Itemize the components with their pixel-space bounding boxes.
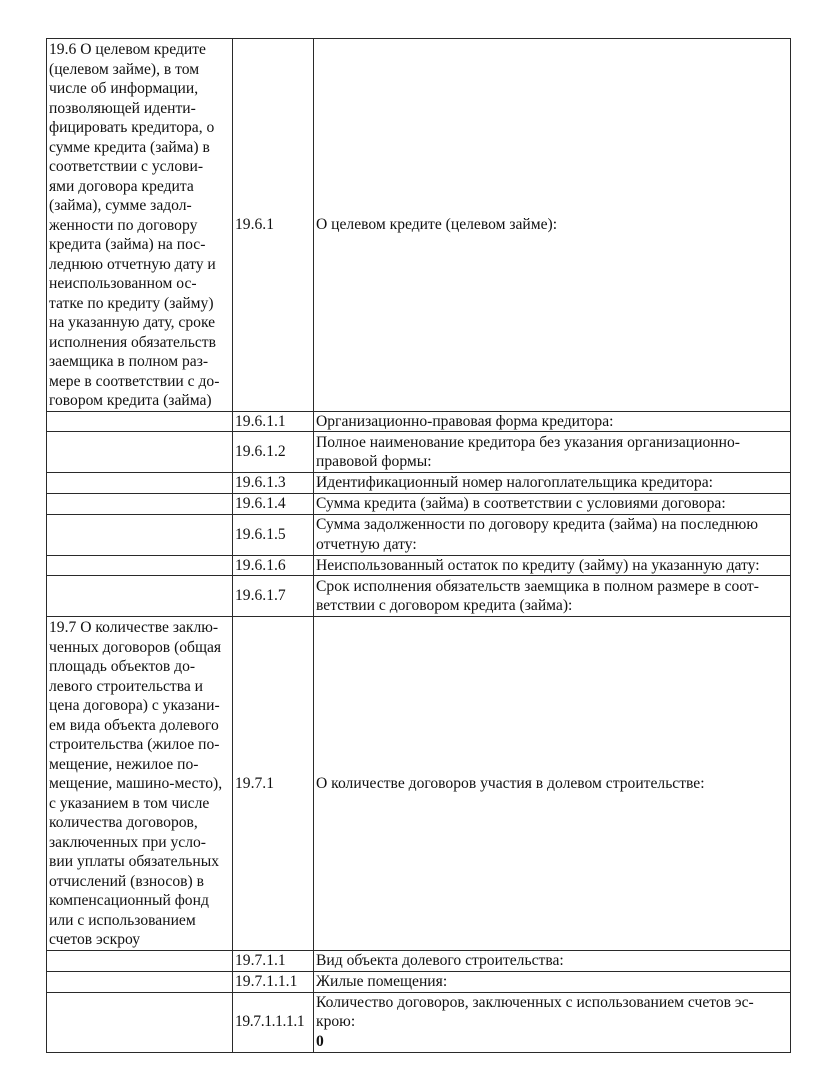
empty-cell — [47, 473, 233, 494]
disclosure-table — [46, 38, 791, 1053]
empty-cell — [47, 555, 233, 576]
table-row-19-6-1-6 — [47, 555, 791, 576]
item-number: 19.7.1 — [233, 617, 314, 951]
item-text: Идентификационный номер налогоплательщика кредитора: — [314, 473, 791, 494]
table-row-19-6-1-5 — [47, 514, 791, 555]
item-text: Срок исполнения обязательств заемщика в полном размере в соот- ветствии с договором кредита (займа): — [314, 576, 791, 617]
empty-cell — [47, 576, 233, 617]
document-page — [46, 38, 791, 1053]
item-number: 19.6.1.1 — [233, 411, 314, 432]
table-row-19-7-1-1-1-1 — [47, 992, 791, 1052]
empty-cell — [47, 493, 233, 514]
item-text: Жилые помещения: — [314, 971, 791, 992]
item-number: 19.6.1.4 — [233, 493, 314, 514]
item-text: Организационно-правовая форма кредитора: — [314, 411, 791, 432]
item-text: Сумма задолженности по договору кредита (займа) на последнюю отчетную дату: — [314, 514, 791, 555]
item-number: 19.6.1 — [233, 39, 314, 412]
table-row-19-6-1-3 — [47, 473, 791, 494]
item-text: Сумма кредита (займа) в соответствии с условиями договора: — [314, 493, 791, 514]
empty-cell — [47, 432, 233, 473]
empty-cell — [47, 992, 233, 1052]
empty-cell — [47, 411, 233, 432]
item-text: О количестве договоров участия в долевом строительстве: — [314, 617, 791, 951]
section-description-19-6: 19.6 О целевом кредите (целевом займе), в том числе об информации, позволяющей иденти- фицировать кредитора, о сумме кредита (займа) в соответствии с услови- ями договора кредита (займа), сумме задол- женности по договору кредита (займа) на пос- леднюю отчетную дату и неиспользованном ос- татке по кредиту (займу) на указанную дату, сроке исполнения обязательств заемщика в полном раз- мере в соответствии с до- говором кредита (займа) — [47, 39, 233, 412]
empty-cell — [47, 971, 233, 992]
item-text: Вид объекта долевого строительства: — [314, 950, 791, 971]
item-number: 19.6.1.2 — [233, 432, 314, 473]
item-number: 19.6.1.5 — [233, 514, 314, 555]
item-number: 19.7.1.1.1.1 — [233, 992, 314, 1052]
item-text: Количество договоров, заключенных с использованием счетов эс- крою: 0 — [314, 992, 791, 1052]
table-row-19-6-1-2 — [47, 432, 791, 473]
item-text: О целевом кредите (целевом займе): — [314, 39, 791, 412]
item-number: 19.6.1.7 — [233, 576, 314, 617]
table-row-19-6-1 — [47, 39, 791, 412]
empty-cell — [47, 950, 233, 971]
item-number: 19.6.1.6 — [233, 555, 314, 576]
section-description-19-7: 19.7 О количестве заклю- ченных договоров (общая площадь объектов до- левого строительства и цена договора) с указани- ем вида объекта долевого строительства (жилое по- мещение, нежилое по- мещение, машино-место), с указанием в том числе количества договоров, заключенных при усло- вии уплаты обязательных отчислений (взносов) в компенсационный фонд или с использованием счетов эскроу — [47, 617, 233, 951]
table-row-19-7-1-1-1 — [47, 971, 791, 992]
empty-cell — [47, 514, 233, 555]
table-row-19-6-1-4 — [47, 493, 791, 514]
item-text: Неиспользованный остаток по кредиту (займу) на указанную дату: — [314, 555, 791, 576]
item-number: 19.7.1.1.1 — [233, 971, 314, 992]
table-row-19-6-1-7 — [47, 576, 791, 617]
table-row-19-7-1 — [47, 617, 791, 951]
table-row-19-7-1-1 — [47, 950, 791, 971]
item-number: 19.7.1.1 — [233, 950, 314, 971]
contract-count-value: 0 — [316, 1032, 324, 1050]
item-text: Полное наименование кредитора без указания организационно- правовой формы: — [314, 432, 791, 473]
table-row-19-6-1-1 — [47, 411, 791, 432]
item-number: 19.6.1.3 — [233, 473, 314, 494]
